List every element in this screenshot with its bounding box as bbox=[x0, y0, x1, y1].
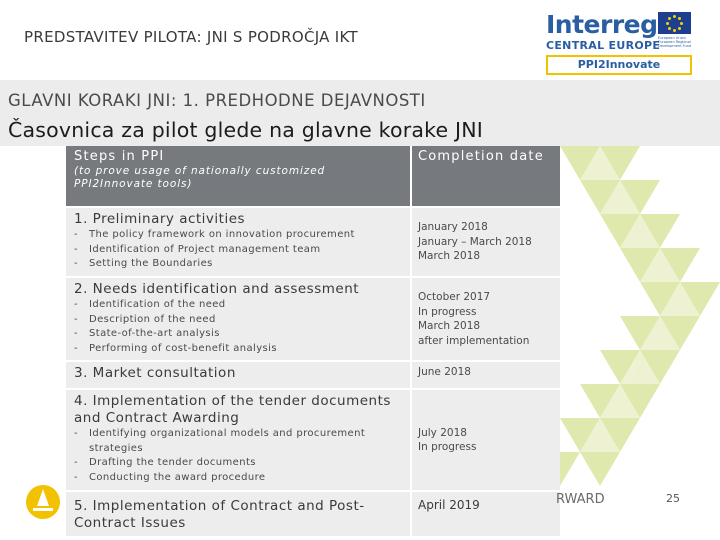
step-cell bbox=[66, 362, 412, 388]
step-title: 5. Implementation of Contract and Post-Contract Issues bbox=[74, 498, 365, 531]
bullet-item: - Drafting the tender documents bbox=[74, 456, 402, 471]
date-cell bbox=[412, 208, 560, 276]
step-cell bbox=[66, 492, 412, 536]
bullet-item: - Identification of Project management team bbox=[74, 243, 402, 258]
date-item: January – March 2018 bbox=[418, 235, 532, 248]
bullet-item: - Description of the need bbox=[74, 313, 402, 328]
date-item: March 2018 bbox=[418, 250, 481, 263]
bullet-item: - Conducting the award procedure bbox=[74, 471, 402, 486]
date-item: June 2018 bbox=[418, 366, 471, 378]
table-row bbox=[66, 362, 560, 390]
date-list bbox=[418, 426, 554, 455]
bullet-item: - The policy framework on innovation procurement bbox=[74, 228, 402, 243]
footer-tagline: RWARD bbox=[556, 492, 605, 507]
ppi-timeline-table bbox=[66, 146, 560, 538]
date-cell bbox=[412, 362, 560, 388]
page-number: 25 bbox=[666, 492, 680, 505]
step-title: 2. Needs identification and assessment bbox=[74, 281, 360, 297]
badge-label: PPI2Innovate bbox=[577, 58, 661, 71]
date-item: October 2017 bbox=[418, 291, 491, 303]
step-title: 1. Preliminary activities bbox=[74, 211, 246, 227]
step-title: 4. Implementation of the tender documents and Contract Awarding bbox=[74, 393, 391, 426]
eu-fund-note: European Union European Regional Development Fund bbox=[658, 36, 692, 48]
date-item: after implementation bbox=[418, 334, 530, 347]
table-header-row bbox=[66, 146, 560, 208]
bullet-item: - Performing of cost-benefit analysis bbox=[74, 342, 402, 357]
date-cell bbox=[412, 278, 560, 360]
step-bullets bbox=[74, 228, 402, 272]
step-cell bbox=[66, 208, 412, 276]
date-item: July 2018 bbox=[418, 426, 467, 439]
footer-logo-icon bbox=[22, 484, 64, 520]
date-list bbox=[418, 498, 554, 513]
header-completion-label: Completion date bbox=[418, 149, 544, 164]
date-cell bbox=[412, 492, 560, 536]
date-item: April 2019 bbox=[418, 498, 480, 512]
bullet-item: - Setting the Boundaries bbox=[74, 257, 402, 272]
logo-subtitle: CENTRAL EUROPE bbox=[546, 39, 661, 52]
header-steps-label: Steps in PPI bbox=[74, 149, 165, 164]
bullet-item: - Identification of the need bbox=[74, 298, 402, 313]
slide-title: Časovnica za pilot glede na glavne korake JNI bbox=[8, 118, 484, 142]
header-title: PREDSTAVITEV PILOTA: JNI S PODROČJA IKT bbox=[24, 28, 358, 46]
step-bullets bbox=[74, 298, 402, 356]
table-row bbox=[66, 278, 560, 362]
date-list bbox=[418, 220, 554, 264]
step-bullets bbox=[74, 427, 402, 485]
date-item: In progress bbox=[418, 441, 477, 453]
slide-subtitle: GLAVNI KORAKI JNI: 1. PREDHODNE DEJAVNOSTI bbox=[8, 91, 426, 110]
date-list bbox=[418, 290, 554, 348]
interreg-logo bbox=[546, 10, 696, 76]
step-title: 3. Market consultation bbox=[74, 365, 236, 381]
ppi2innovate-badge bbox=[546, 55, 692, 75]
eu-flag-icon bbox=[658, 12, 691, 34]
table-row bbox=[66, 492, 560, 538]
date-item: January 2018 bbox=[418, 221, 488, 234]
logo-wordmark: Interreg bbox=[546, 10, 658, 39]
header-steps-note: (to prove usage of nationally customized PPI2Innovate tools) bbox=[74, 165, 326, 190]
table-row bbox=[66, 208, 560, 278]
header-completion-cell bbox=[412, 146, 560, 206]
step-cell bbox=[66, 390, 412, 490]
header-steps-cell bbox=[66, 146, 412, 206]
bullet-item: - Identifying organizational models and procurement strategies bbox=[74, 427, 402, 456]
date-cell bbox=[412, 390, 560, 490]
step-cell bbox=[66, 278, 412, 360]
bullet-item: - State-of-the-art analysis bbox=[74, 327, 402, 342]
date-item: March 2018 bbox=[418, 320, 481, 332]
date-item: In progress bbox=[418, 305, 477, 318]
table-row bbox=[66, 390, 560, 492]
date-list bbox=[418, 365, 554, 380]
